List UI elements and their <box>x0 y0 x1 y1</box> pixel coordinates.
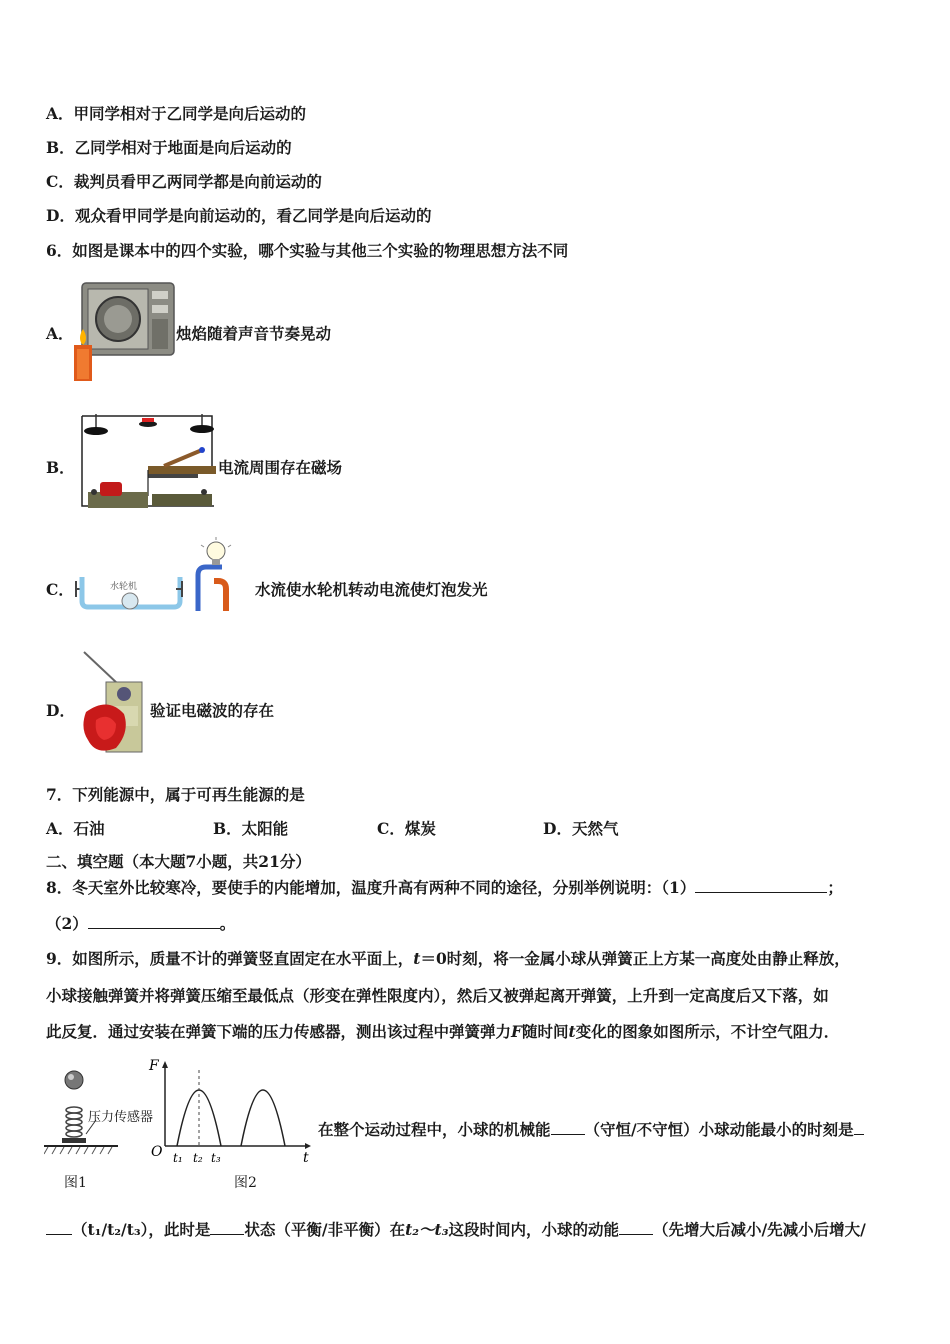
q5-option-a: A．甲同学相对于乙同学是向后运动的 <box>46 104 307 123</box>
axis-label-t: t <box>303 1150 309 1166</box>
q8-blank-1[interactable] <box>695 877 827 894</box>
q9-blank-4[interactable] <box>619 1219 653 1236</box>
section-heading: 二、填空题（本大题7小题，共21分） <box>46 852 311 871</box>
q9-blank-1[interactable] <box>551 1119 585 1136</box>
q9-line1 <box>46 947 850 969</box>
q6-option-b-text: 电流周围存在磁场 <box>218 458 343 477</box>
q7-option-d: D．天然气 <box>543 819 619 838</box>
turbine-label: 水轮机 <box>110 582 138 592</box>
fig1-caption: 图1 <box>64 1175 87 1191</box>
q9-var-F: F <box>511 1022 523 1041</box>
radio-candle-figure <box>74 275 178 383</box>
q6-option-c-label: C． <box>46 580 74 599</box>
q9-line3-b: 随时间 <box>522 1022 569 1041</box>
q9-var-t: t <box>413 949 421 968</box>
q8-line1 <box>46 876 843 898</box>
axis-label-F: F <box>149 1058 159 1074</box>
water-turbine-figure <box>74 537 254 615</box>
q9-line1-b: ＝0时刻，将一金属小球从弹簧正上方某一高度处由静止释放， <box>420 949 850 968</box>
q9-line3-a: 此反复．通过安装在弹簧下端的压力传感器，测出该过程中弹簧弹力 <box>46 1022 512 1041</box>
q7-stem: 7．下列能源中，属于可再生能源的是 <box>46 785 305 804</box>
q7-option-a: A．石油 <box>46 819 105 838</box>
sensor-label: 压力传感器 <box>88 1110 154 1125</box>
spring <box>66 1107 82 1137</box>
q7-option-b: B．太阳能 <box>213 819 289 838</box>
circuit-magnet-figure <box>74 408 219 512</box>
q9-line1-a: 9．如图所示，质量不计的弹簧竖直固定在水平面上， <box>46 949 414 968</box>
q8-line1-text: 8．冬天室外比较寒冷，要使手的内能增加，温度升高有两种不同的途径，分别举例说明：（1） <box>46 878 696 897</box>
q9-blank-2b[interactable] <box>46 1219 72 1236</box>
q8-line2-start: （2） <box>46 914 88 933</box>
q6-option-a-label: A． <box>46 324 74 343</box>
q5-option-c: C．裁判员看甲乙两同学都是向前运动的 <box>46 172 322 191</box>
axis-label-O: O <box>151 1144 163 1160</box>
tick-t2: t₂ <box>193 1151 203 1165</box>
force-pulse-2 <box>241 1090 285 1146</box>
fig2-caption: 图2 <box>234 1175 257 1191</box>
radio-wave-figure <box>78 648 150 760</box>
q8-line2-end: 。 <box>219 914 236 933</box>
pressure-sensor <box>62 1138 86 1143</box>
q6-option-b-label: B． <box>46 458 75 477</box>
q9-line3 <box>46 1020 839 1042</box>
tick-t1: t₁ <box>173 1151 183 1165</box>
q9-line5-d: （先增大后减小/先减小后增大/ <box>653 1220 866 1239</box>
q9-line5 <box>46 1218 866 1240</box>
q9-blank-2a[interactable] <box>854 1119 864 1136</box>
q5-option-d: D．观众看甲同学是向前运动的，看乙同学是向后运动的 <box>46 206 432 225</box>
force-time-graph <box>145 1056 317 1166</box>
q8-line1-end: ； <box>827 878 843 897</box>
q9-line5-c: 这段时间内，小球的动能 <box>448 1220 620 1239</box>
q9-line5-b: 状态（平衡/非平衡）在 <box>244 1220 406 1239</box>
q9-side-b: （守恒/不守恒）小球动能最小的时刻是 <box>584 1120 854 1139</box>
q6-option-c-text: 水流使水轮机转动电流使灯泡发光 <box>255 580 488 599</box>
q9-line2: 小球接触弹簧并将弹簧压缩至最低点（形变在弹性限度内），然后又被弹起离开弹簧，上升到一定高度后又下落，如 <box>46 986 829 1005</box>
q9-blank-3[interactable] <box>210 1219 244 1236</box>
q7-option-c: C．煤炭 <box>377 819 436 838</box>
q8-blank-2[interactable] <box>88 913 220 930</box>
q9-line5-a: （t₁/t₂/t₃），此时是 <box>72 1220 211 1239</box>
q9-line3-c: 变化的图象如图所示，不计空气阻力． <box>575 1022 840 1041</box>
q6-option-d-label: D． <box>46 701 75 720</box>
q5-option-b: B．乙同学相对于地面是向后运动的 <box>46 138 292 157</box>
q9-side-a: 在整个运动过程中，小球的机械能 <box>318 1120 551 1139</box>
q8-line2 <box>46 912 235 934</box>
q6-option-a-text: 烛焰随着声音节奏晃动 <box>176 324 332 343</box>
q9-side-text <box>318 1118 864 1140</box>
q9-var-t2: t <box>568 1022 576 1041</box>
q6-option-d-text: 验证电磁波的存在 <box>150 701 275 720</box>
q9-t2-t3: t₂～t₃ <box>405 1220 449 1239</box>
q6-stem: 6．如图是课本中的四个实验，哪个实验与其他三个实验的物理思想方法不同 <box>46 241 569 260</box>
tick-t3: t₃ <box>211 1151 221 1165</box>
